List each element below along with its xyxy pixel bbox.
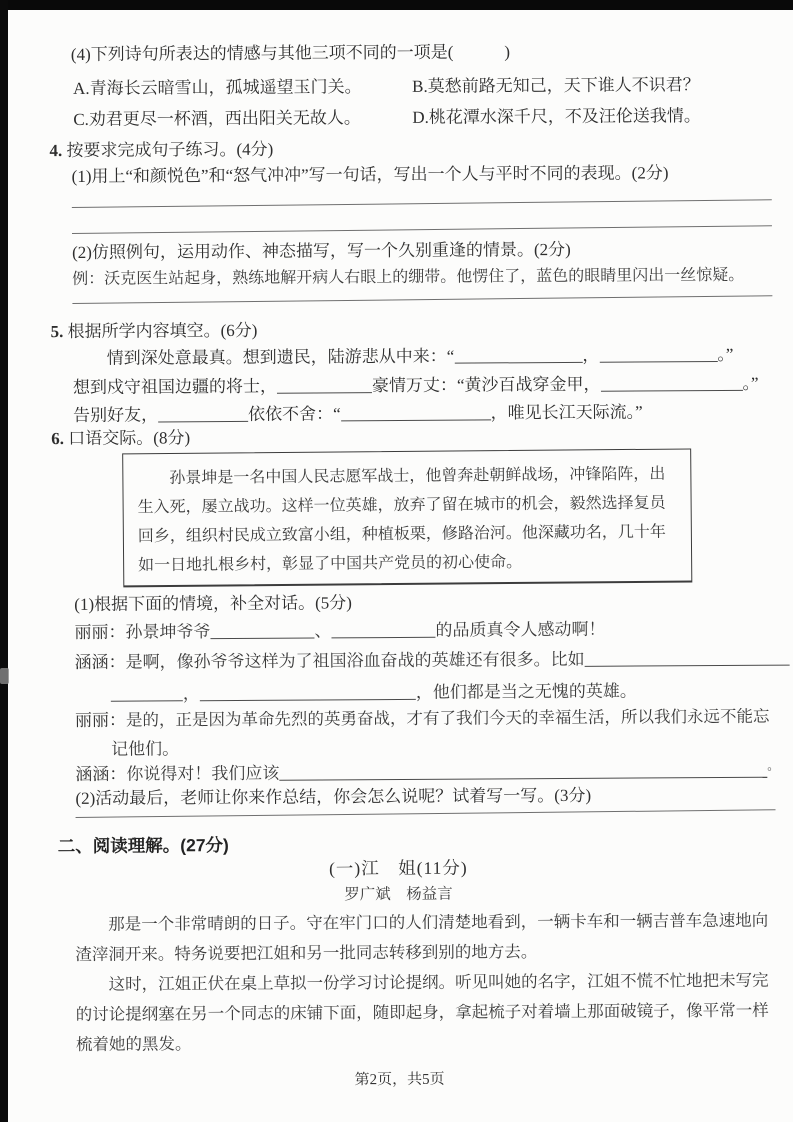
scan-edge-top [0,0,793,10]
fill-blank [585,650,790,667]
answer-line [72,295,772,304]
fill-text: 告别好友， [73,405,159,425]
speaker-hanhan: 涵涵： [75,764,127,784]
section-2-header: 二、阅读理解。(27分) [57,835,229,857]
dialogue-line-2 [75,648,790,675]
option-b: B.莫愁前路无知己，天下谁人不识君？ [412,75,700,96]
question-4-sub1: (1)用上“和颜悦色”和“怒气冲冲”写一句话，写出一个人与平时不同的表现。(2分) [71,163,669,186]
question-4-heading [49,139,273,163]
question-5-number: 5. [50,322,64,342]
question-4-title: 按要求完成句子练习。(4分) [66,139,274,161]
question-5-line2 [73,373,759,400]
dialogue-text: 、 [314,621,332,642]
question-4-number: 4. [49,141,63,161]
fill-blank [158,406,248,423]
fill-blank [200,684,416,701]
dialogue-line-3b: 记他们。 [111,739,180,760]
dialogue-text: ，他们都是当之无愧的英雄。 [415,681,637,703]
dialogue-text: 孙景坤爷爷 [125,622,211,643]
fill-blank [277,377,372,394]
option-a: A.青海长云暗雪山，孤城遥望玉门关。 [73,77,362,98]
question-6-sub2: (2)活动最后，老师让你来作总结，你会怎么说呢？试着写一写。(3分) [75,785,592,808]
question-4-example: 例：沃克医生站起身，熟练地解开病人右眼上的绷带。他愣住了，蓝色的眼睛里闪出一丝惊疑。 [72,264,745,288]
scan-edge-left [0,0,8,1122]
fill-text: ，唯见长江天际流。” [490,402,643,423]
question-4-sub2: (2)仿照例句，运用动作、神态描写，写一个久别重逢的情景。(2分) [72,239,571,262]
answer-line [72,199,772,208]
dialogue-line-4 [75,758,779,787]
fill-text: 情到深处意最真。想到遗民，陆游悲从中来：“ [106,346,455,368]
page-footer: 第2页，共5页 [354,1071,445,1089]
question-3-4-prompt: (4)下列诗句所表达的情感与其他三项不同的一项是( ) [70,42,511,64]
question-5-title: 根据所学内容填空。(6分) [67,320,258,342]
fill-blank [279,762,767,781]
dialogue-text: ， [182,684,200,705]
dialogue-text: 是的，正是因为革命先烈的英勇奋战，才有了我们今天的幸福生活，所以我们永远不能忘 [125,706,770,730]
fill-text: 豪情万丈：“黄沙百战穿金甲， [371,374,601,396]
dialogue-line-2b [111,681,637,707]
fill-text: 想到戍守祖国边疆的将士， [72,376,277,397]
fill-text: ， [582,345,600,365]
dialogue-text: 。 [767,758,780,773]
question-6-title: 口语交际。(8分) [68,428,191,449]
dialogue-text: 的品质真令人感动啊！ [435,619,606,641]
reading-paragraph-2: 这时，江姐正伏在桌上草拟一份学习讨论提纲。听见叫她的名字，江姐不慌不忙地把未写完的讨论提纲塞在另一个同志的床铺下面，随即起身，拿起梳子对着墙上那面破镜子，像平常一样梳着她的黑发。 [75,970,769,1054]
reading-paragraph-1: 那是一个非常晴朗的日子。守在牢门口的人们清楚地看到，一辆卡车和一辆吉普车急速地向渣滓洞开来。特务说要把江姐和另一批同志转移到别的地方去。 [75,910,769,964]
fill-text: 依依不舍：“ [248,404,341,424]
dialogue-line-1 [74,619,605,645]
question-6-heading [51,427,190,451]
speaker-lili: 丽丽： [74,710,127,730]
speaker-lili: 丽丽： [74,622,126,642]
fill-blank [600,375,742,392]
answer-line [76,809,776,818]
fill-blank [341,404,491,421]
scan-smudge [0,668,9,684]
option-c: C.劝君更尽一杯酒，西出阳关无故人。 [73,108,361,129]
dialogue-text: 是啊，像孙爷爷这样为了祖国浴血奋战的英雄还有很多。比如 [125,649,585,673]
fill-blank [599,346,717,363]
dialogue-text: 你说得对！我们应该 [126,763,280,785]
fill-text: 。” [717,344,734,365]
question-6-number: 6. [51,429,65,449]
question-5-line3 [73,401,643,427]
option-d: D.桃花潭水深千尺，不及汪伦送我情。 [412,106,701,127]
dialogue-line-3 [75,706,770,733]
info-box-text: 孙景坤是一名中国人民志愿军战士，他曾奔赴朝鲜战场，冲锋陷阵，出生入死，屡立战功。这样一位英雄，放弃了留在城市的机会，毅然选择复员回乡，组织村民成立致富小组，种植板栗，修路治河。他深藏功名，几十年如一日地扎根乡村，彰显了中国共产党员的初心使命。 [137,463,666,575]
reading-title: (一)江 姐(11分) [328,857,468,879]
fill-blank [111,685,183,701]
info-box [122,448,692,587]
fill-blank [210,623,314,640]
question-5-line1 [73,344,734,371]
speaker-hanhan: 涵涵： [74,652,126,672]
question-6-sub1: (1)根据下面的情境，补全对话。(5分) [74,593,352,614]
question-5-heading [51,320,258,344]
answer-line [72,225,772,234]
fill-blank [331,622,435,639]
reading-authors: 罗广斌 杨益言 [344,884,453,904]
fill-text: 。” [742,373,759,393]
fill-blank [454,347,582,364]
